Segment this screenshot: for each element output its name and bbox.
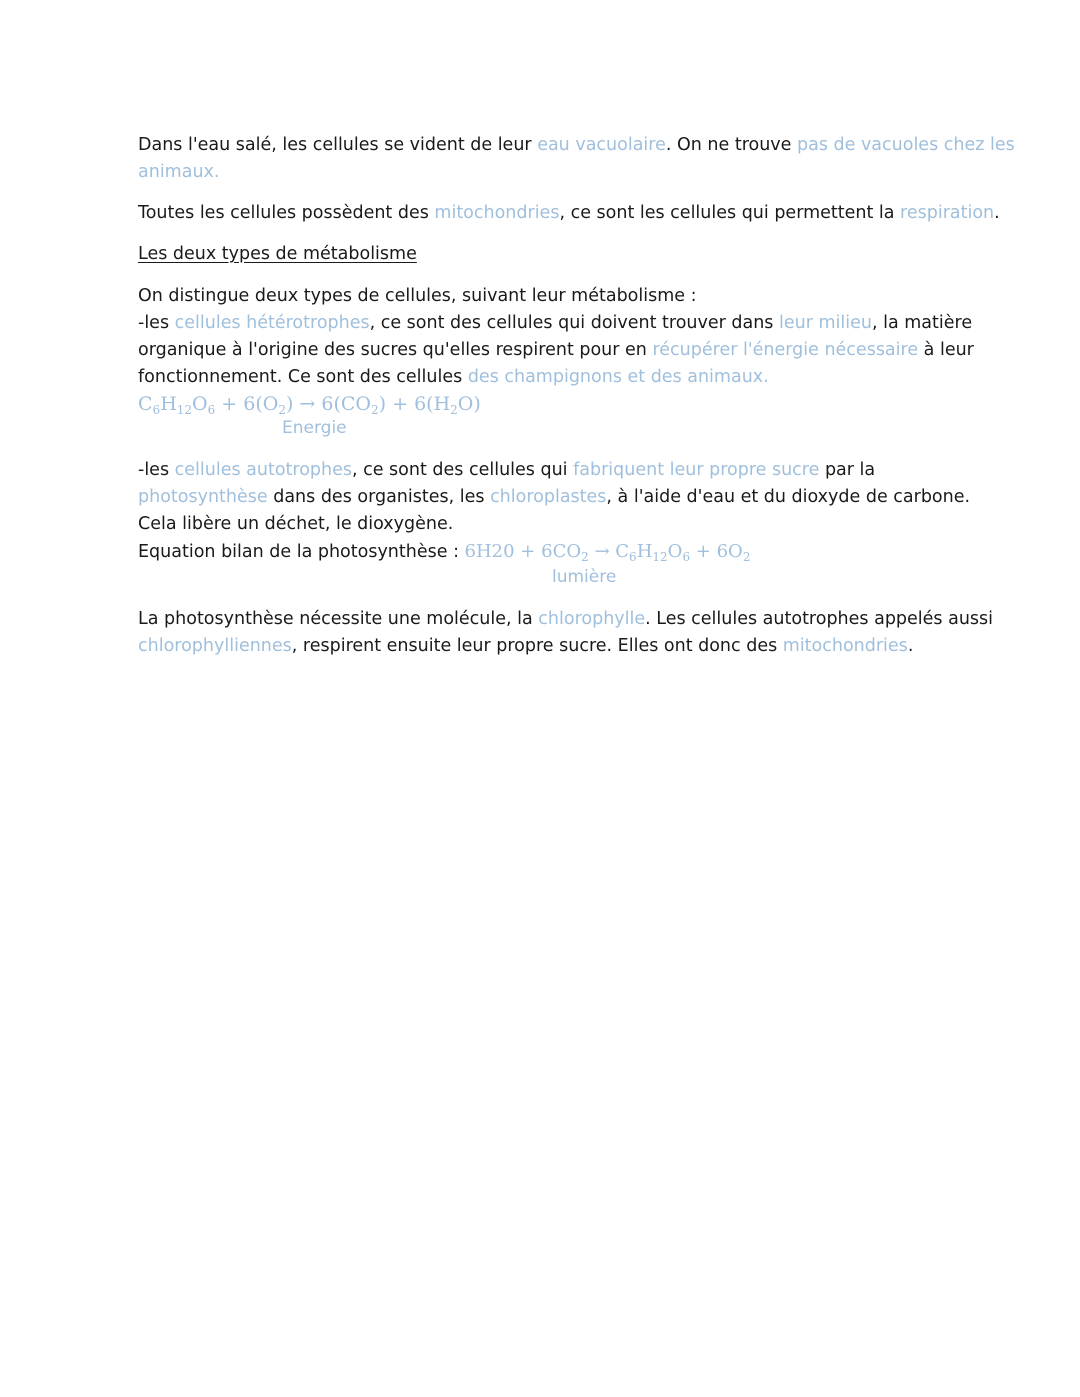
- text: -les: [138, 313, 175, 333]
- text: Equation bilan de la photosynthèse :: [138, 542, 465, 562]
- text: fonctionnement. Ce sont des cellules: [138, 367, 468, 387]
- paragraph-heterotrophes: [138, 283, 974, 391]
- text: -les: [138, 460, 175, 480]
- highlight-mitochondries-2: mitochondries: [782, 636, 908, 656]
- highlight-mitochondries: mitochondries: [434, 203, 560, 223]
- highlight-recuperer-energie: récupérer l'énergie nécessaire: [652, 340, 919, 360]
- text: dans des organistes, les: [267, 487, 491, 507]
- photosynthesis-equation: $6H20 + 6CO_2 \to C_6H_{12}O_6 + 6O_2$: [464, 541, 751, 564]
- highlight-chlorophylliennes: chlorophylliennes: [138, 636, 292, 656]
- highlight-cellules-autotrophes: cellules autotrophes: [174, 460, 352, 480]
- highlight-cellules-heterotrophes: cellules hétérotrophes: [174, 313, 370, 333]
- text: , respirent ensuite leur propre sucre. Elles ont donc des: [291, 636, 783, 656]
- text: par la: [819, 460, 876, 480]
- text: Cela libère un déchet, le dioxygène.: [138, 514, 454, 534]
- highlight-champignons-animaux: des champignons et des animaux.: [467, 367, 769, 387]
- energie-label: Energie: [282, 418, 347, 438]
- text: Dans l'eau salé, les cellules se vident de leur: [138, 135, 538, 155]
- highlight-eau-vacuolaire: eau vacuolaire: [537, 135, 666, 155]
- highlight-chlorophylle: chlorophylle: [538, 609, 646, 629]
- highlight-fabriquent-sucre: fabriquent leur propre sucre: [573, 460, 820, 480]
- text: On distingue deux types de cellules, suivant leur métabolisme :: [138, 286, 697, 306]
- highlight-chloroplastes: chloroplastes: [490, 487, 607, 507]
- paragraph-chlorophylle: [138, 606, 994, 660]
- text: à leur: [918, 340, 974, 360]
- text: , à l'aide d'eau et du dioxyde de carbone.: [606, 487, 971, 507]
- section-heading: Les deux types de métabolisme: [138, 244, 417, 264]
- text: . On ne trouve: [665, 135, 797, 155]
- highlight-animaux: animaux.: [138, 162, 220, 182]
- text: La photosynthèse nécessite une molécule, la: [138, 609, 539, 629]
- paragraph-mitochondries: [138, 200, 1000, 227]
- respiration-equation: $C_6H_{12}O_6 + 6(O_2) \to 6(CO_2) + 6(H_2O)$: [138, 393, 481, 417]
- paragraph-salt-water: [138, 132, 1015, 186]
- highlight-respiration: respiration: [900, 203, 995, 223]
- text: , ce sont les cellules qui permettent la: [559, 203, 901, 223]
- highlight-photosynthese: photosynthèse: [138, 487, 268, 507]
- text: , ce sont des cellules qui: [351, 460, 574, 480]
- text: .: [907, 636, 914, 656]
- text: , la matière: [871, 313, 973, 333]
- highlight-leur-milieu: leur milieu: [779, 313, 872, 333]
- paragraph-autotrophes: [138, 457, 971, 566]
- text: , ce sont des cellules qui doivent trouver dans: [369, 313, 779, 333]
- text: Toutes les cellules possèdent des: [138, 203, 435, 223]
- text: . Les cellules autotrophes appelés aussi: [645, 609, 994, 629]
- text: .: [994, 203, 1000, 223]
- text: organique à l'origine des sucres qu'elles respirent pour en: [138, 340, 653, 360]
- lumiere-label: lumière: [552, 567, 617, 587]
- highlight-pas-de-vacuoles: pas de vacuoles chez les: [797, 135, 1015, 155]
